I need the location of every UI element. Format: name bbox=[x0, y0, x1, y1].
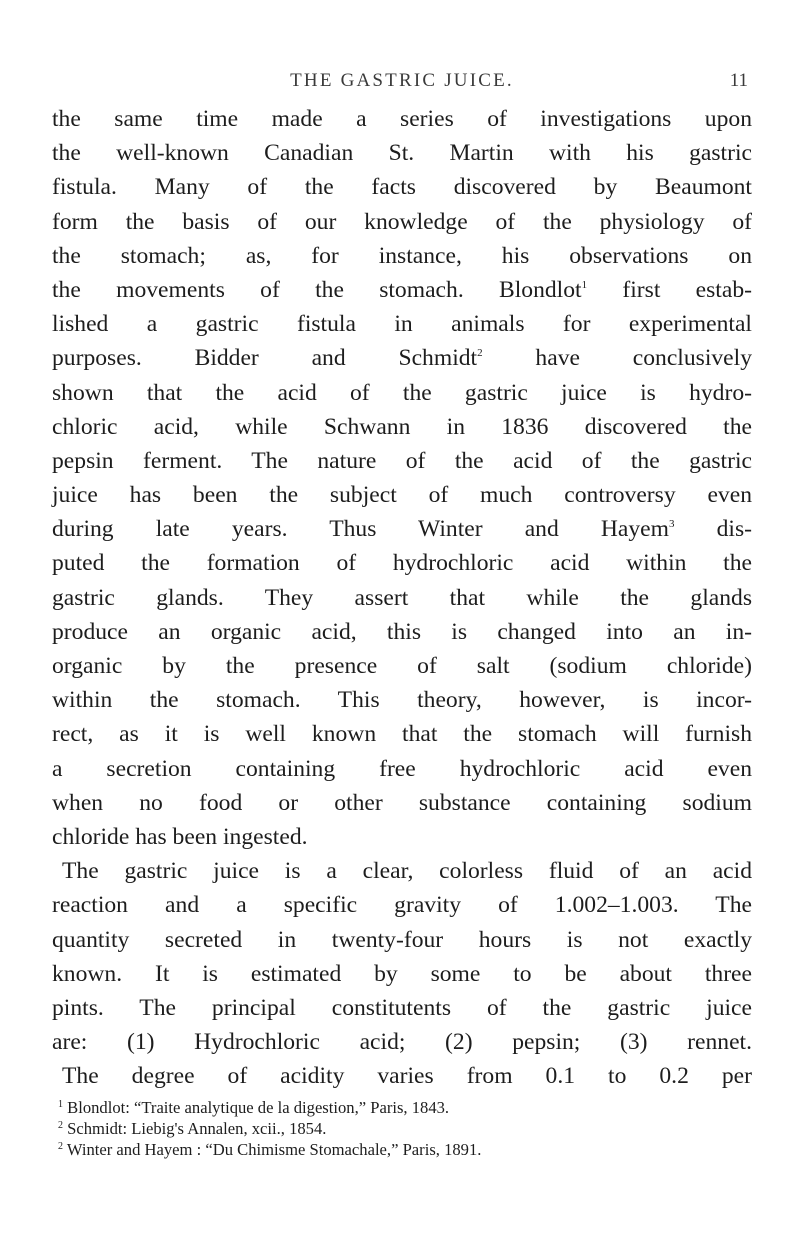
text-segment: first estab- bbox=[622, 276, 752, 303]
text-line: are: (1) Hydrochloric acid; (2) pepsin; (3) rennet. bbox=[52, 1029, 752, 1056]
text-line: known. It is estimated by some to be about three bbox=[52, 960, 752, 987]
text-line: fistula. Many of the facts discovered by Beaumont bbox=[52, 174, 752, 201]
footnote-marker: 2 bbox=[58, 1120, 63, 1131]
text-line: The degree of acidity varies from 0.1 to 0.2 per bbox=[62, 1063, 752, 1090]
text-line bbox=[52, 273, 752, 307]
text-segment: during late years. Thus Winter and Hayem bbox=[52, 516, 669, 543]
text-line: the stomach; as, for instance, his observations on bbox=[52, 242, 752, 269]
text-line: The gastric juice is a clear, colorless fluid of an acid bbox=[62, 858, 752, 885]
running-title: THE GASTRIC JUICE. bbox=[290, 70, 514, 91]
footnote-ref-3[interactable]: 3 bbox=[669, 518, 675, 531]
text-line: puted the formation of hydrochloric acid within the bbox=[52, 550, 752, 577]
text-line: chloride has been ingested. bbox=[52, 823, 308, 850]
footnote bbox=[52, 1139, 752, 1160]
footnote-ref-2[interactable]: 2 bbox=[477, 347, 483, 360]
text-line: the well-known Canadian St. Martin with his gastric bbox=[52, 140, 752, 167]
text-segment: have conclusively bbox=[535, 345, 753, 372]
footnotes bbox=[52, 1097, 752, 1160]
page-number: 11 bbox=[729, 70, 748, 91]
text-line: when no food or other substance containing sodium bbox=[52, 789, 752, 816]
text-segment: purposes. Bidder and Schmidt bbox=[52, 345, 478, 372]
footnote-text: Winter and Hayem : “Du Chimisme Stomachale,” Paris, 1891. bbox=[66, 1140, 482, 1159]
text-segment: dis- bbox=[716, 516, 752, 543]
text-line: produce an organic acid, this is changed into an in- bbox=[52, 618, 752, 645]
footnote-marker: 2 bbox=[58, 1141, 63, 1152]
text-line bbox=[52, 512, 752, 546]
footnote-text: Schmidt: Liebig's Annalen, xcii., 1854. bbox=[67, 1119, 327, 1138]
footnote bbox=[52, 1097, 752, 1118]
text-line: gastric glands. They assert that while the glands bbox=[52, 584, 752, 611]
footnote-marker: 1 bbox=[58, 1099, 63, 1110]
text-line: reaction and a specific gravity of 1.002–1.003. The bbox=[52, 892, 752, 919]
text-line: organic by the presence of salt (sodium chloride) bbox=[52, 653, 752, 679]
text-line: a secretion containing free hydrochloric acid even bbox=[52, 755, 752, 782]
text-line: juice has been the subject of much controversy even bbox=[52, 482, 752, 509]
running-head bbox=[52, 70, 752, 100]
text-line: the same time made a series of investigations upon bbox=[52, 106, 752, 132]
text-line: pepsin ferment. The nature of the acid of the gastric bbox=[52, 447, 752, 474]
footnote-ref-1[interactable]: 1 bbox=[581, 278, 588, 291]
text-line: within the stomach. This theory, however, is incor- bbox=[52, 687, 752, 714]
body-text bbox=[52, 102, 752, 1093]
text-line bbox=[52, 341, 752, 375]
text-line: chloric acid, while Schwann in 1836 discovered the bbox=[52, 413, 752, 440]
text-line: quantity secreted in twenty-four hours is not exactly bbox=[52, 926, 752, 953]
text-line: lished a gastric fistula in animals for experimental bbox=[52, 311, 752, 338]
text-segment: the movements of the stomach. Blondlot bbox=[52, 276, 582, 303]
text-line: rect, as it is well known that the stomach will furnish bbox=[52, 721, 752, 748]
text-line: form the basis of our knowledge of the physiology of bbox=[52, 208, 752, 235]
text-line: pints. The principal constitutents of the gastric juice bbox=[52, 994, 752, 1021]
footnote bbox=[52, 1118, 752, 1139]
text-line: shown that the acid of the gastric juice is hydro- bbox=[52, 379, 752, 406]
footnote-text: Blondlot: “Traite analytique de la digestion,” Paris, 1843. bbox=[67, 1098, 450, 1117]
